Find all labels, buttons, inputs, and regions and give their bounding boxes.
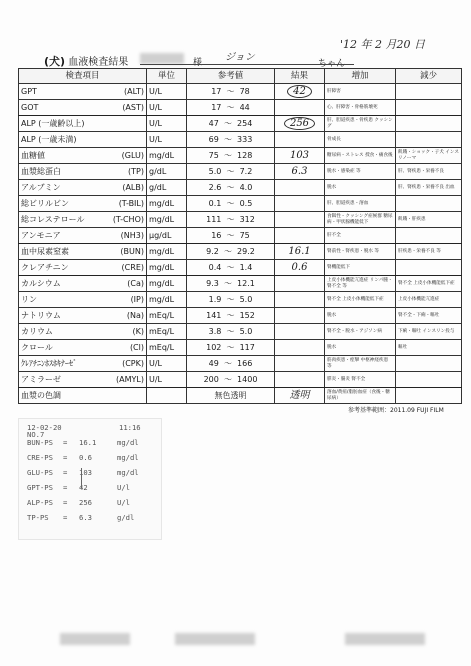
printout-value: 0.6: [79, 453, 92, 462]
reference-low: 5.0: [208, 166, 222, 176]
decrease-note-cell: 上皮小体機能亢進症: [396, 292, 462, 308]
reference-high: 254: [237, 118, 253, 128]
report-title: 血液検査結果: [68, 57, 129, 68]
decrease-note-cell: 腎不全 上皮小体機能低下症: [396, 276, 462, 292]
decrease-note-cell: [396, 84, 462, 100]
printout-label: ALP-PS: [27, 498, 53, 507]
reference-range-cell: [187, 148, 275, 164]
unit-cell: μg/dL: [147, 228, 187, 244]
range-separator: ～: [218, 358, 238, 368]
pet-suffix: ちゃん: [318, 59, 346, 69]
test-name: アルブミン: [21, 182, 61, 192]
reference-low: 16: [211, 230, 222, 240]
increase-note-cell: 脱水・感染症 等: [325, 164, 396, 180]
test-name: GPT: [21, 86, 37, 96]
range-separator: ～: [221, 166, 240, 176]
result-cell: [275, 324, 325, 340]
result-cell: [275, 260, 325, 276]
printout-equals: =: [63, 453, 68, 462]
test-item-cell: [19, 260, 147, 276]
printout-unit: mg/dl: [117, 438, 139, 447]
reference-low: 3.8: [208, 326, 222, 336]
reference-range-cell: [187, 180, 275, 196]
unit-cell: mg/dL: [147, 148, 187, 164]
decrease-note-cell: [396, 116, 462, 132]
test-item-cell: [19, 212, 147, 228]
range-separator: ～: [221, 198, 240, 208]
reference-low: 111: [206, 214, 222, 224]
reference-range-cell: [187, 372, 275, 388]
increase-note-cell: 溶血/黄疸/脂肪血症（食後・糖尿病）: [325, 388, 396, 404]
reference-range-cell: [187, 388, 275, 404]
test-name: 血漿の色調: [21, 390, 61, 400]
reference-low: 102: [206, 342, 222, 352]
decrease-note-cell: 嘔吐: [396, 340, 462, 356]
reference-low: 0.4: [208, 262, 222, 272]
test-name: カリウム: [21, 326, 53, 336]
decrease-note-cell: 肝、腎疾患・栄養不良: [396, 164, 462, 180]
result-value: 103: [289, 149, 310, 161]
test-item-cell: [19, 84, 147, 100]
increase-note-cell: 上皮小体機能亢進症 リンパ腫・腎不全 等: [325, 276, 396, 292]
clinic-info-redacted-2: [175, 633, 255, 645]
result-value: 6.3: [291, 165, 308, 177]
col-header-unit: 単位: [147, 69, 187, 84]
test-abbr: (BUN): [120, 246, 144, 256]
table-row: [19, 212, 462, 228]
test-abbr: (CRE): [121, 262, 144, 272]
reference-low: 9.3: [206, 278, 219, 288]
range-separator: ～: [218, 150, 238, 160]
test-abbr: (IP): [130, 294, 144, 304]
range-separator: ～: [221, 326, 240, 336]
result-value: 透明: [289, 389, 310, 401]
table-row: [19, 324, 462, 340]
unit-cell: mEq/L: [147, 308, 187, 324]
decrease-note-cell: [396, 228, 462, 244]
reference-range-cell: [187, 132, 275, 148]
table-row: [19, 340, 462, 356]
table-row: [19, 260, 462, 276]
increase-note-cell: 肝、胆道疾患・溶血: [325, 196, 396, 212]
increase-note-cell: 肝不全: [325, 228, 396, 244]
range-separator: ～: [221, 182, 240, 192]
result-cell: [275, 180, 325, 196]
result-cell: [275, 116, 325, 132]
test-item-cell: [19, 180, 147, 196]
result-cell: [275, 132, 325, 148]
unit-cell: mg/dL: [147, 292, 187, 308]
test-name: GOT: [21, 102, 39, 112]
test-name: ALP (一歳未満): [21, 134, 77, 144]
decrease-note-cell: 飢餓・ショック・子犬 インスリノーマ: [396, 148, 462, 164]
decrease-note-cell: 肝、腎疾患・栄養不良 出血: [396, 180, 462, 196]
printout-date: 12-02-20: [27, 423, 62, 432]
reference-range-cell: [187, 244, 275, 260]
printout-value: 42: [79, 483, 88, 492]
report-header: [44, 53, 128, 69]
unit-cell: U/L: [147, 116, 187, 132]
owner-name-redacted: [140, 53, 184, 64]
decrease-note-cell: [396, 388, 462, 404]
report-date: '12 年 2 月20 日: [340, 38, 426, 51]
test-item-cell: [19, 196, 147, 212]
reference-low: 49: [208, 358, 219, 368]
reference-low: 200: [203, 374, 219, 384]
reference-range-cell: [187, 228, 275, 244]
test-abbr: (ALB): [122, 182, 144, 192]
test-item-cell: [19, 292, 147, 308]
printout-unit: mg/dl: [117, 468, 139, 477]
printout-unit: mg/dl: [117, 453, 139, 462]
range-separator: ～: [221, 102, 240, 112]
decrease-note-cell: [396, 372, 462, 388]
blood-test-table: [18, 68, 462, 404]
test-abbr: (NH3): [120, 230, 144, 240]
reference-low: 無色透明: [214, 390, 247, 400]
table-row: [19, 388, 462, 404]
decrease-note-cell: 下痢・嘔吐 インスリン投与: [396, 324, 462, 340]
table-row: [19, 164, 462, 180]
unit-cell: U/L: [147, 84, 187, 100]
test-name: 血糖値: [21, 150, 45, 160]
test-name: 血中尿素窒素: [21, 246, 69, 256]
test-abbr: (CPK): [122, 358, 144, 368]
range-separator: ～: [218, 278, 238, 288]
increase-note-cell: 骨成長: [325, 132, 396, 148]
range-separator: ～: [221, 230, 240, 240]
range-separator: ～: [218, 374, 238, 384]
increase-note-cell: 腎不全 上皮小体機能低下症: [325, 292, 396, 308]
reference-range-cell: [187, 196, 275, 212]
printout-equals: =: [63, 438, 68, 447]
unit-cell: U/L: [147, 356, 187, 372]
test-item-cell: [19, 324, 147, 340]
result-cell: [275, 100, 325, 116]
analyzer-printout: [18, 418, 162, 540]
reference-high: 0.5: [239, 198, 253, 208]
printout-label: BUN-PS: [27, 438, 53, 447]
test-abbr: (Ca): [127, 278, 144, 288]
reference-range-cell: [187, 324, 275, 340]
increase-note-cell: 心、肝障害・骨格筋壊死: [325, 100, 396, 116]
col-header-decrease: 減少: [396, 69, 462, 84]
printout-label: TP-PS: [27, 513, 49, 522]
reference-high: 1400: [237, 374, 258, 384]
range-separator: ～: [221, 262, 240, 272]
table-row: [19, 148, 462, 164]
result-cell: [275, 276, 325, 292]
increase-note-cell: 脱水: [325, 308, 396, 324]
test-item-cell: [19, 148, 147, 164]
printout-value: 16.1: [79, 438, 97, 447]
result-value: 0.6: [291, 261, 308, 273]
test-abbr: (K): [132, 326, 144, 336]
reference-low: 47: [208, 118, 219, 128]
result-cell: [275, 244, 325, 260]
circled-result-value: 256: [284, 117, 315, 130]
range-separator: ～: [221, 310, 240, 320]
printout-unit: g/dl: [117, 513, 135, 522]
test-abbr: (Na): [126, 310, 144, 320]
printout-label: CRE-PS: [27, 453, 53, 462]
unit-cell: [147, 388, 187, 404]
clinic-info-redacted-1: [60, 633, 130, 645]
test-abbr: (AMYL): [116, 374, 144, 384]
range-separator: ～: [218, 246, 238, 256]
printout-time: 11:16: [119, 423, 141, 432]
test-name: 総ビリルビン: [21, 198, 69, 208]
reference-high: 5.0: [239, 326, 253, 336]
printout-equals: =: [63, 498, 68, 507]
reference-high: 117: [239, 342, 255, 352]
reference-high: 75: [239, 230, 250, 240]
test-abbr: (T-CHO): [112, 214, 144, 224]
test-name: クロール: [21, 342, 53, 352]
test-item-cell: [19, 340, 147, 356]
test-name: アンモニア: [21, 230, 61, 240]
reference-range-cell: [187, 212, 275, 228]
printout-equals: =: [63, 483, 68, 492]
test-name: ナトリウム: [21, 310, 61, 320]
reference-low: 0.1: [208, 198, 222, 208]
table-row: [19, 356, 462, 372]
test-abbr: (GLU): [121, 150, 144, 160]
result-value: 16.1: [288, 245, 311, 257]
decrease-note-cell: [396, 132, 462, 148]
unit-cell: U/L: [147, 132, 187, 148]
test-item-cell: [19, 356, 147, 372]
test-item-cell: [19, 116, 147, 132]
decrease-note-cell: 肝疾患・栄養不良 等: [396, 244, 462, 260]
reference-range-cell: [187, 100, 275, 116]
test-abbr: (TP): [128, 166, 144, 176]
reference-range-cell: [187, 308, 275, 324]
reference-high: 152: [239, 310, 255, 320]
test-item-cell: [19, 244, 147, 260]
reference-low: 69: [208, 134, 219, 144]
decrease-note-cell: [396, 356, 462, 372]
reference-high: 166: [237, 358, 253, 368]
printout-label: GPT-PS: [27, 483, 53, 492]
table-row: [19, 196, 462, 212]
reference-high: 44: [239, 102, 250, 112]
increase-note-cell: 膵炎・腸炎 腎不全: [325, 372, 396, 388]
decrease-note-cell: 腎不全・下痢・嘔吐: [396, 308, 462, 324]
reference-range-cell: [187, 340, 275, 356]
range-separator: ～: [221, 294, 240, 304]
unit-cell: mEq/L: [147, 340, 187, 356]
unit-cell: mg/dL: [147, 212, 187, 228]
col-header-increase: 増加: [325, 69, 396, 84]
test-name: ALP (一歳齢以上): [21, 118, 85, 128]
result-cell: [275, 148, 325, 164]
increase-note-cell: 肝、胆道疾患・骨疾患 クッシング: [325, 116, 396, 132]
table-row: [19, 132, 462, 148]
result-cell: [275, 228, 325, 244]
result-cell: [275, 340, 325, 356]
printout-equals: =: [63, 468, 68, 477]
unit-cell: mg/dL: [147, 260, 187, 276]
honorific-label: 様: [193, 58, 203, 68]
reference-range-cell: [187, 260, 275, 276]
test-item-cell: [19, 228, 147, 244]
reference-high: 78: [239, 86, 250, 96]
table-row: [19, 84, 462, 100]
test-name: カルシウム: [21, 278, 61, 288]
increase-note-cell: 腎不全・脱水・アジソン病: [325, 324, 396, 340]
table-row: [19, 100, 462, 116]
test-abbr: (ALT): [124, 86, 144, 96]
decrease-note-cell: [396, 196, 462, 212]
test-item-cell: [19, 308, 147, 324]
printout-unit: U/l: [117, 483, 130, 492]
col-header-item: 検査項目: [19, 69, 147, 84]
reference-low: 75: [208, 150, 219, 160]
circled-result-value: 42: [287, 85, 312, 98]
printout-value: 103: [79, 468, 92, 477]
table-row: [19, 308, 462, 324]
result-cell: [275, 372, 325, 388]
printout-label: GLU-PS: [27, 468, 53, 477]
test-item-cell: [19, 388, 147, 404]
reference-low: 17: [211, 102, 222, 112]
reference-range-cell: [187, 276, 275, 292]
reference-high: 1.4: [239, 262, 253, 272]
table-row: [19, 180, 462, 196]
reference-high: 5.0: [239, 294, 253, 304]
reference-high: 128: [237, 150, 253, 160]
result-cell: [275, 212, 325, 228]
range-separator: ～: [218, 134, 238, 144]
increase-note-cell: 肝障害: [325, 84, 396, 100]
unit-cell: mg/dL: [147, 276, 187, 292]
range-separator: ～: [218, 118, 238, 128]
test-item-cell: [19, 100, 147, 116]
increase-note-cell: 食餌性・クッシング症候群 糖尿病・甲状腺機能低下: [325, 212, 396, 228]
unit-cell: mEq/L: [147, 324, 187, 340]
result-cell: [275, 388, 325, 404]
increase-note-cell: 腎前性・腎疾患・脱水 等: [325, 244, 396, 260]
test-name: クレアチニン: [21, 262, 69, 272]
reference-high: 333: [237, 134, 253, 144]
range-separator: ～: [221, 342, 240, 352]
reference-high: 29.2: [237, 246, 255, 256]
increase-note-cell: 腎機能低下: [325, 260, 396, 276]
name-underline: [140, 64, 354, 65]
increase-note-cell: 脱水: [325, 180, 396, 196]
decrease-note-cell: 飢餓・肝疾患: [396, 212, 462, 228]
unit-cell: mg/dL: [147, 196, 187, 212]
reference-high: 4.0: [239, 182, 253, 192]
reference-low: 141: [206, 310, 222, 320]
test-name: ｸﾚｱﾁﾆﾝﾎｽﾎｷﾅｰｾﾞ: [21, 358, 77, 368]
reference-low: 17: [211, 86, 222, 96]
reference-range-cell: [187, 292, 275, 308]
result-cell: [275, 196, 325, 212]
unit-cell: U/L: [147, 100, 187, 116]
result-cell: [275, 84, 325, 100]
reference-range-cell: [187, 356, 275, 372]
unit-cell: g/dL: [147, 180, 187, 196]
test-item-cell: [19, 164, 147, 180]
clinic-info-redacted-3: [345, 633, 425, 645]
test-item-cell: [19, 132, 147, 148]
reference-range-cell: [187, 84, 275, 100]
printout-bracket: [81, 468, 85, 488]
test-item-cell: [19, 372, 147, 388]
result-cell: [275, 308, 325, 324]
result-cell: [275, 164, 325, 180]
reference-high: 312: [239, 214, 255, 224]
increase-note-cell: 筋肉疾患・痙攣 中枢神経疾患 等: [325, 356, 396, 372]
reference-low: 2.6: [208, 182, 222, 192]
decrease-note-cell: [396, 260, 462, 276]
test-abbr: (AST): [122, 102, 144, 112]
reference-low: 1.9: [208, 294, 222, 304]
printout-value: 256: [79, 498, 92, 507]
reference-footnote: 参考基準範囲：2011.09 FUJI FILM: [348, 407, 444, 414]
test-item-cell: [19, 276, 147, 292]
test-name: 総コレステロール: [21, 214, 85, 224]
test-name: アミラーゼ: [21, 374, 61, 384]
table-row: [19, 276, 462, 292]
range-separator: ～: [221, 86, 240, 96]
table-row: [19, 244, 462, 260]
reference-low: 9.2: [206, 246, 219, 256]
table-row: [19, 372, 462, 388]
decrease-note-cell: [396, 100, 462, 116]
test-abbr: (Cl): [129, 342, 144, 352]
increase-note-cell: 脱水: [325, 340, 396, 356]
reference-high: 12.1: [237, 278, 255, 288]
species-label: (犬): [44, 55, 66, 68]
unit-cell: U/L: [147, 372, 187, 388]
test-name: 血漿総蛋白: [21, 166, 61, 176]
col-header-result: 結果: [275, 69, 325, 84]
pet-name: ジョン: [225, 52, 255, 63]
unit-cell: g/dL: [147, 164, 187, 180]
table-header-row: [19, 69, 462, 84]
test-abbr: (T-BIL): [118, 198, 144, 208]
unit-cell: mg/dL: [147, 244, 187, 260]
result-cell: [275, 356, 325, 372]
printout-value: 6.3: [79, 513, 92, 522]
col-header-reference: 参考値: [187, 69, 275, 84]
increase-note-cell: 糖尿病・ストレス 授食・痛食後: [325, 148, 396, 164]
table-row: [19, 228, 462, 244]
printout-unit: U/l: [117, 498, 130, 507]
range-separator: ～: [221, 214, 240, 224]
table-row: [19, 292, 462, 308]
printout-no: NO.7: [27, 430, 45, 439]
table-row: [19, 116, 462, 132]
test-name: リン: [21, 294, 37, 304]
printout-equals: =: [63, 513, 68, 522]
reference-range-cell: [187, 164, 275, 180]
reference-range-cell: [187, 116, 275, 132]
reference-high: 7.2: [239, 166, 253, 176]
result-cell: [275, 292, 325, 308]
